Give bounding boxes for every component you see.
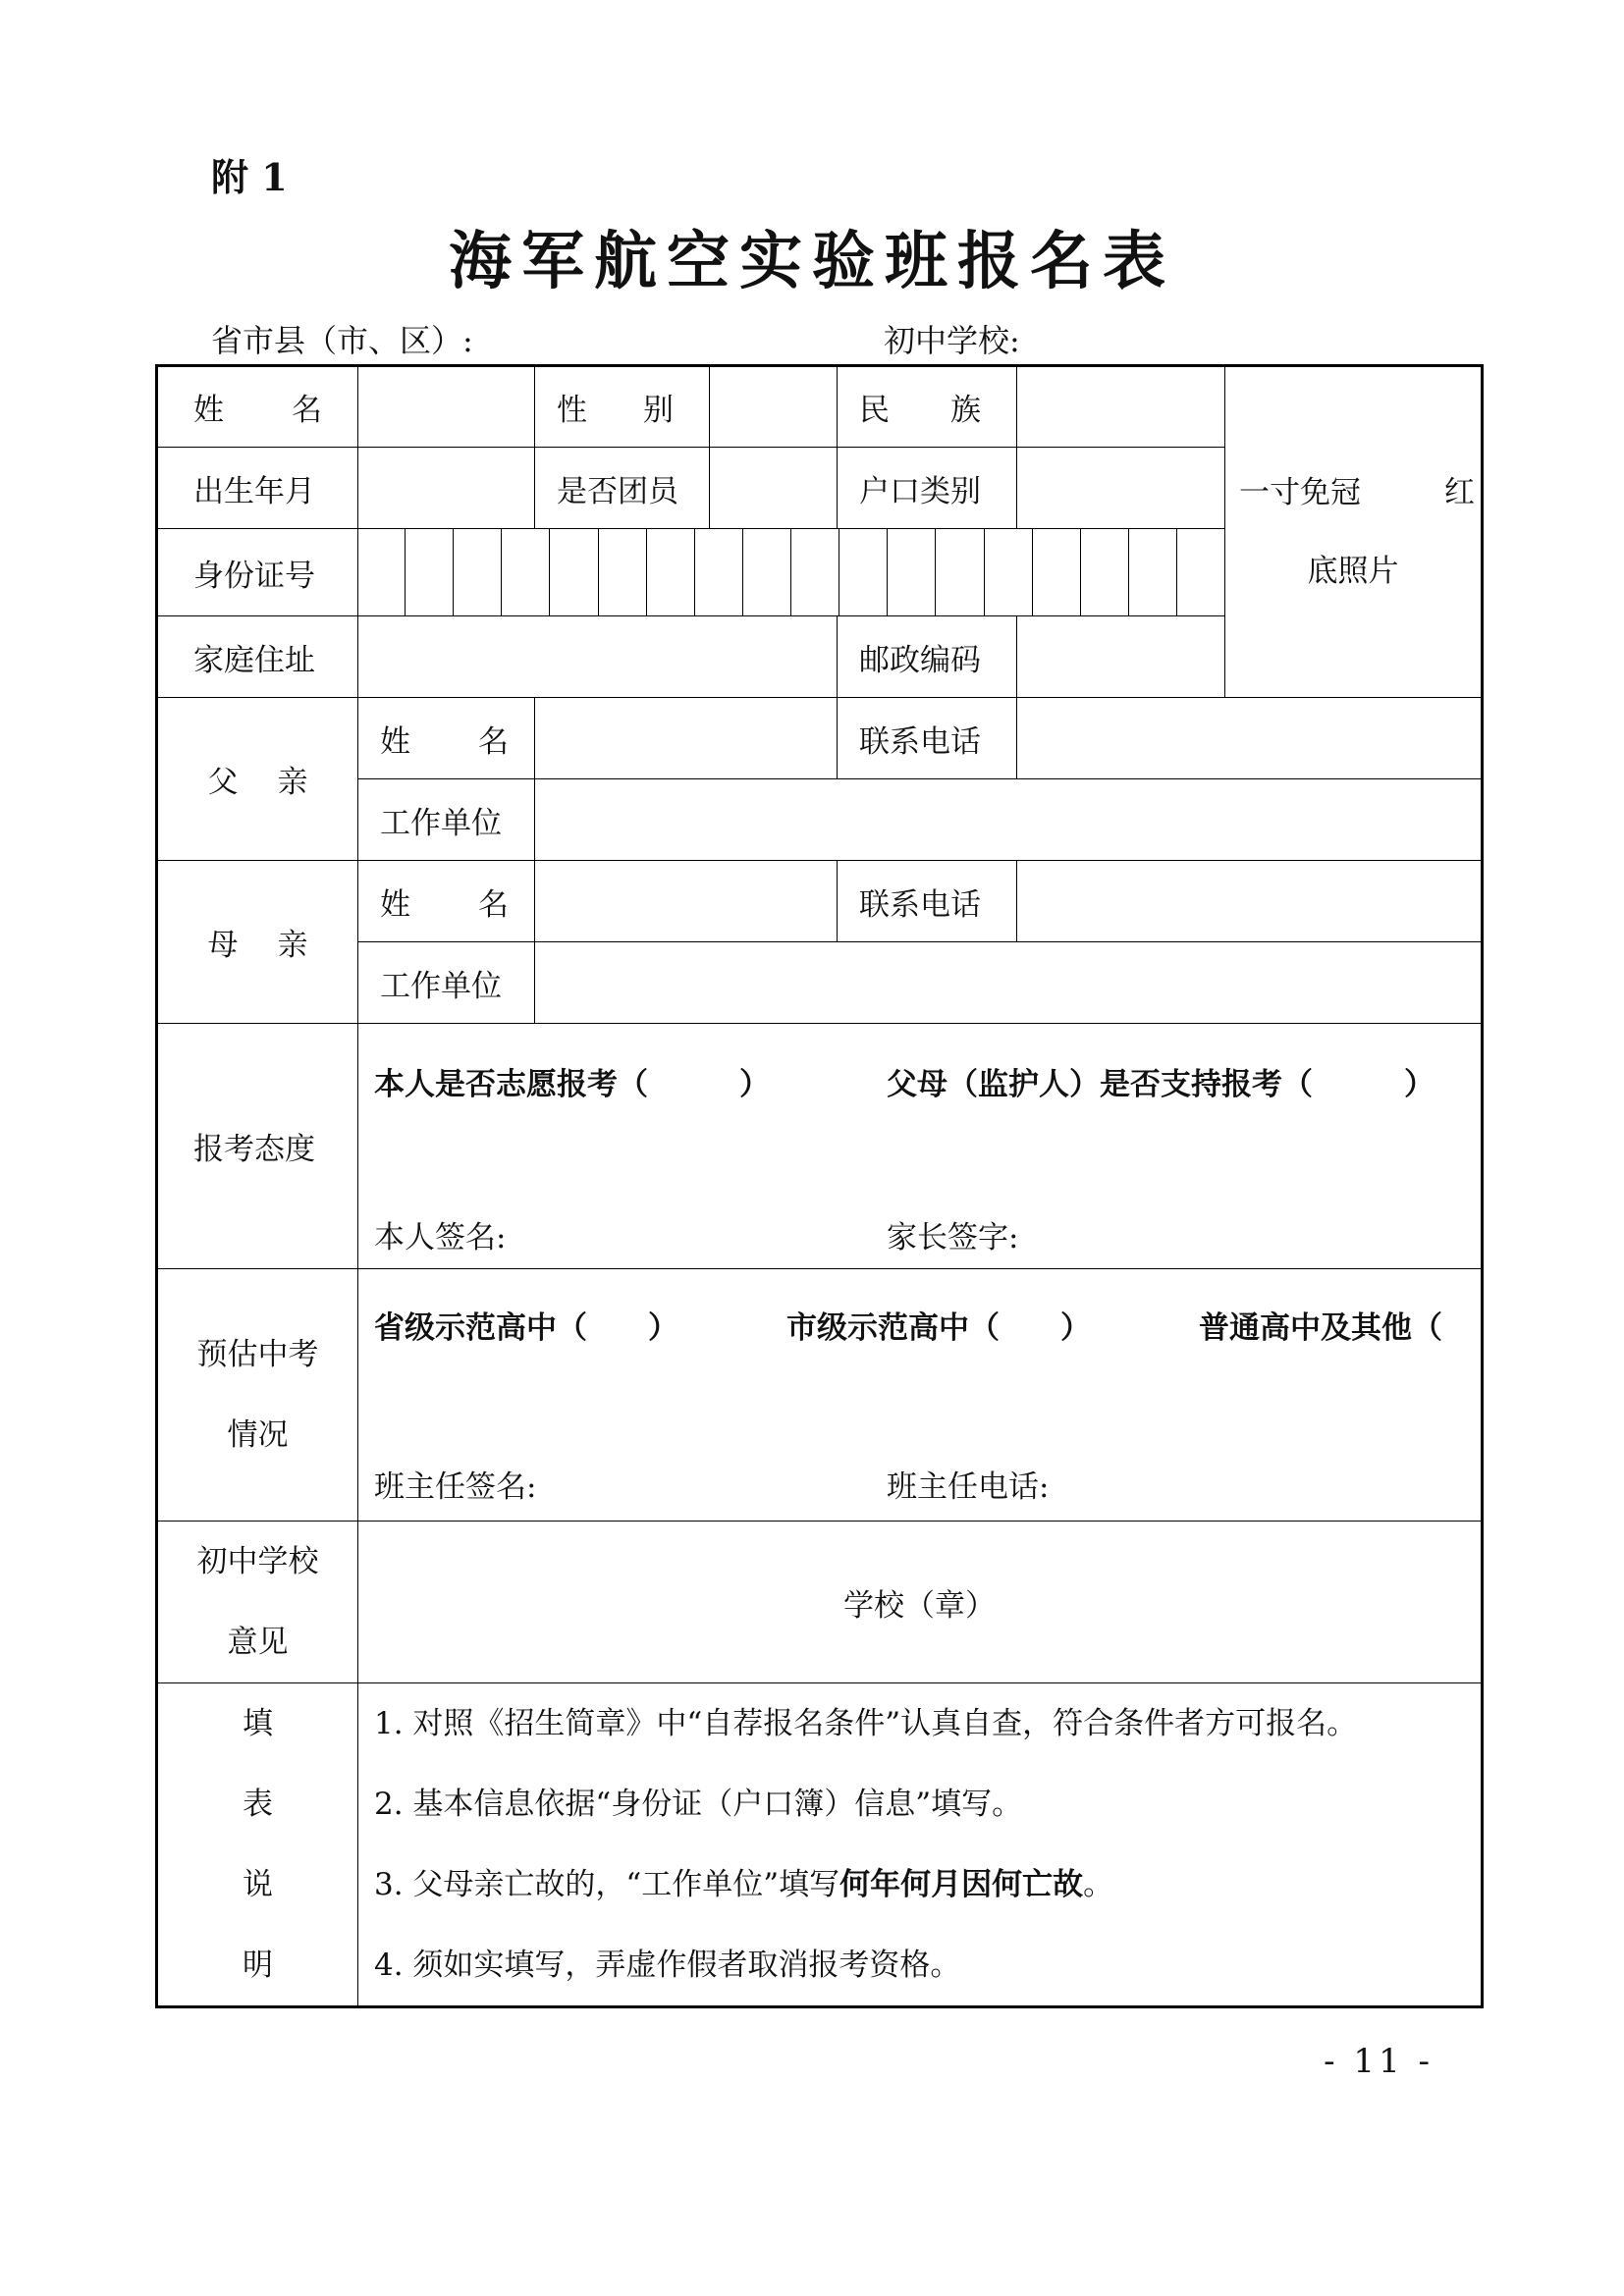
father-label-char1: 父 (207, 765, 239, 800)
parent-signature-label: 家长签字: (887, 1220, 1019, 1255)
teacher-phone-label: 班主任电话: (887, 1469, 1050, 1505)
id-digit-box[interactable] (694, 529, 742, 615)
mother-phone-label: 联系电话 (838, 861, 1017, 942)
instruction-item-3-text: 3. 父母亲亡故的，“工作单位”填写 (374, 1867, 840, 1902)
father-phone-input[interactable] (1017, 698, 1483, 779)
page-number: - 11 - (1324, 2042, 1434, 2081)
name-label-char2: 名 (292, 393, 322, 428)
gender-input-cell[interactable] (710, 366, 838, 448)
mother-name-label-cell (358, 861, 535, 942)
mother-label-char1: 母 (207, 928, 239, 963)
birth-label: 出生年月 (157, 448, 358, 529)
id-digit-box[interactable] (839, 529, 887, 615)
id-digit-box[interactable] (887, 529, 935, 615)
ethnicity-input-cell[interactable] (1017, 366, 1225, 448)
hukou-label: 户口类别 (838, 448, 1017, 529)
name-label-cell (157, 366, 358, 448)
league-input-cell[interactable] (710, 448, 838, 529)
mother-phone-input[interactable] (1017, 861, 1483, 942)
name-input-cell[interactable] (358, 366, 535, 448)
instructions-label-char3: 说 (243, 1867, 273, 1902)
school-opinion-line1: 初中学校 (196, 1544, 319, 1579)
postcode-label: 邮政编码 (838, 616, 1017, 698)
gender-label-char2: 别 (643, 393, 674, 428)
estimate-label-line1: 预估中考 (196, 1337, 319, 1372)
id-digit-box[interactable] (935, 529, 983, 615)
address-label: 家庭住址 (157, 616, 358, 698)
estimate-option-provincial: 省级示范高中（ ） (374, 1310, 678, 1346)
id-number-grid[interactable] (406, 529, 1225, 616)
id-digit-box[interactable] (598, 529, 646, 615)
school-opinion-line2: 意见 (227, 1625, 289, 1660)
ethnicity-label-cell (838, 366, 1017, 448)
id-digit-box[interactable] (1176, 529, 1224, 615)
id-label: 身份证号 (157, 529, 358, 616)
father-phone-label: 联系电话 (838, 698, 1017, 779)
mother-label-cell (157, 861, 358, 1024)
instruction-item-3 (358, 1844, 1481, 1925)
id-digit-box[interactable] (1032, 529, 1080, 615)
id-digit-box[interactable] (790, 529, 839, 615)
instructions-label-char4: 明 (243, 1948, 273, 1983)
id-digit-box[interactable] (742, 529, 790, 615)
instruction-item-3-end: 。 (1083, 1867, 1114, 1902)
gender-label-char1: 性 (557, 393, 587, 428)
instruction-item-4: 4. 须如实填写，弄虚作假者取消报考资格。 (374, 1948, 961, 1983)
mother-name-input[interactable] (535, 861, 838, 942)
birth-input-cell[interactable] (358, 448, 535, 529)
region-field-label: 省市县（市、区）: (211, 322, 473, 359)
school-opinion-label (157, 1522, 358, 1683)
instruction-item-3-emphasis: 何年何月因何亡故 (839, 1867, 1084, 1902)
photo-caption-1: 一寸免冠 (1239, 475, 1361, 510)
id-digit-box[interactable] (501, 529, 549, 615)
postcode-input-cell[interactable] (1017, 616, 1225, 698)
id-digit-box[interactable] (549, 529, 597, 615)
self-signature-label: 本人签名: (374, 1220, 507, 1255)
mother-name-char2: 名 (478, 886, 509, 923)
ethnicity-label-char2: 族 (950, 393, 981, 428)
page-title: 海军航空实验班报名表 (449, 225, 1175, 298)
father-work-label: 工作单位 (358, 779, 535, 861)
instruction-item-2: 2. 基本信息依据“身份证（户口簿）信息”填写。 (374, 1787, 1023, 1822)
league-label: 是否团员 (535, 448, 710, 529)
gender-label-cell (535, 366, 710, 448)
school-stamp-label: 学校（章） (843, 1587, 996, 1624)
mother-work-label: 工作单位 (358, 942, 535, 1024)
father-label-cell (157, 698, 358, 861)
mother-work-input[interactable] (535, 942, 1483, 1024)
father-name-input[interactable] (535, 698, 838, 779)
hukou-input-cell[interactable] (1017, 448, 1225, 529)
mother-label-char2: 亲 (277, 928, 308, 963)
mother-name-char1: 姓 (380, 886, 410, 923)
instructions-list (358, 1683, 1483, 2007)
estimate-option-city: 市级示范高中（ ） (786, 1310, 1091, 1346)
attitude-label: 报考态度 (157, 1024, 358, 1269)
id-digit-box[interactable] (1128, 529, 1176, 615)
photo-caption-red: 红 (1444, 475, 1475, 510)
instructions-label-char2: 表 (243, 1787, 273, 1822)
instructions-label (157, 1683, 358, 2007)
photo-caption-2: 底照片 (1307, 554, 1399, 589)
attachment-label: 附 1 (211, 155, 288, 199)
father-work-input[interactable] (535, 779, 1483, 861)
attitude-self-question: 本人是否志愿报考（ ） (374, 1067, 770, 1102)
estimate-label-line2: 情况 (227, 1417, 289, 1453)
estimate-label (157, 1269, 358, 1522)
id-digit-box[interactable] (984, 529, 1032, 615)
id-digit-box[interactable] (406, 529, 453, 615)
father-name-char2: 名 (478, 723, 509, 760)
father-name-label-cell (358, 698, 535, 779)
ethnicity-label-char1: 民 (859, 393, 890, 428)
attitude-cell[interactable] (358, 1024, 1483, 1269)
photo-box[interactable] (1225, 366, 1483, 698)
registration-form (155, 364, 1484, 2008)
estimate-cell[interactable] (358, 1269, 1483, 1522)
address-input-cell[interactable] (358, 616, 838, 698)
attitude-parent-question: 父母（监护人）是否支持报考（ ） (887, 1067, 1435, 1102)
estimate-option-general: 普通高中及其他（ (1199, 1310, 1442, 1346)
name-label-char1: 姓 (193, 393, 224, 428)
id-digit-box[interactable] (646, 529, 694, 615)
father-label-char2: 亲 (277, 765, 308, 800)
school-field-label: 初中学校: (884, 322, 1020, 359)
teacher-signature-label: 班主任签名: (374, 1469, 537, 1505)
id-gap-cell (358, 529, 406, 616)
id-digit-box[interactable] (1080, 529, 1128, 615)
instructions-label-char1: 填 (243, 1706, 273, 1741)
school-opinion-cell[interactable] (358, 1522, 1483, 1683)
instruction-item-1: 1. 对照《招生简章》中“自荐报名条件”认真自查，符合条件者方可报名。 (374, 1706, 1358, 1741)
id-digit-box[interactable] (453, 529, 501, 615)
father-name-char1: 姓 (380, 723, 410, 760)
